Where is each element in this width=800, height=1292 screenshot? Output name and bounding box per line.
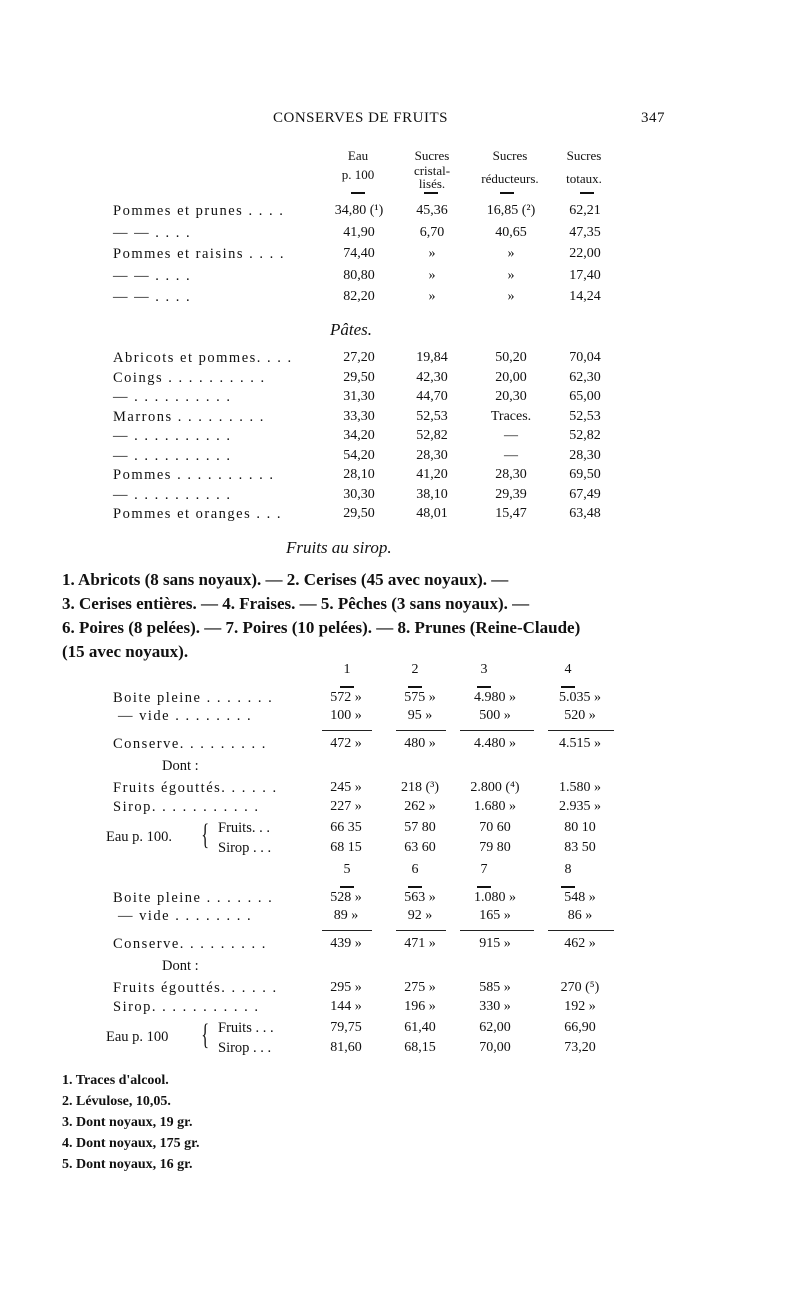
paragraph-line: (15 avec noyaux). bbox=[62, 642, 189, 661]
table-cell: 29,50 bbox=[343, 369, 375, 385]
row-label: — — . . . . bbox=[113, 267, 192, 284]
row-label: Pommes et oranges . . . bbox=[113, 506, 283, 522]
row-label: Sirop. . . . . . . . . . . bbox=[113, 799, 260, 815]
table-cell: — bbox=[504, 447, 518, 463]
table-cell: 528 » bbox=[330, 890, 362, 905]
row-label: Pommes et prunes . . . . bbox=[113, 203, 285, 219]
table-cell: 63 60 bbox=[404, 840, 436, 855]
row-label: Pommes et raisins . . . . bbox=[113, 246, 286, 262]
col-header-eau: Eau p. 100 bbox=[341, 148, 375, 182]
table-cell: 48,01 bbox=[416, 506, 448, 521]
table-cell: 100 » bbox=[330, 708, 362, 723]
table-cell: 500 » bbox=[479, 708, 511, 723]
table-cell: 38,10 bbox=[416, 486, 448, 502]
table-cell: 4.980 » bbox=[474, 690, 516, 705]
table-cell: 28,30 bbox=[495, 467, 527, 482]
row-label: Fruits égouttés. . . . . . bbox=[113, 980, 278, 996]
row-label: Fruits . . . bbox=[218, 1020, 274, 1036]
table-cell: 19,84 bbox=[416, 350, 448, 365]
paragraph-line: 3. Cerises entières. — 4. Fraises. — 5. Pêches (3 sans noyaux). — bbox=[62, 594, 530, 613]
table-cell: 31,30 bbox=[343, 389, 375, 404]
running-header: CONSERVES DE FRUITS bbox=[273, 110, 448, 126]
row-label: — . . . . . . . . . . bbox=[113, 389, 232, 405]
section-title-fruits-au-sirop: Fruits au sirop. bbox=[286, 538, 392, 557]
table-cell: 83 50 bbox=[564, 840, 596, 855]
paragraph-line: 1. Abricots (8 sans noyaux). — 2. Cerises (45 avec noyaux). — bbox=[62, 570, 509, 589]
row-label: — — . . . . bbox=[113, 224, 192, 241]
row-label: — . . . . . . . . . . bbox=[113, 428, 232, 444]
table-cell: 67,49 bbox=[569, 486, 601, 502]
sum-rule bbox=[548, 730, 614, 731]
header-dash bbox=[477, 886, 491, 888]
row-label: — vide . . . . . . . . bbox=[118, 908, 253, 924]
col-header-sucres-reducteurs: Sucres réducteurs. bbox=[481, 148, 539, 186]
table-cell: Traces. bbox=[490, 408, 532, 424]
col-header: 2 bbox=[411, 662, 419, 677]
table-cell: 15,47 bbox=[495, 506, 527, 521]
table-cell: 270 (⁵) bbox=[560, 980, 600, 995]
table-cell: 66 35 bbox=[330, 820, 362, 835]
table-cell: 82,20 bbox=[343, 289, 375, 304]
table-cell: 471 » bbox=[404, 936, 436, 951]
table-cell: — bbox=[504, 428, 518, 443]
table-cell: 275 » bbox=[404, 980, 436, 995]
col-header: 5 bbox=[343, 862, 351, 877]
row-label: Abricots et pommes. . . . bbox=[113, 350, 293, 366]
table-cell: 2.935 » bbox=[559, 799, 601, 814]
table-cell: 6,70 bbox=[419, 224, 445, 240]
table-cell: 41,90 bbox=[343, 224, 375, 240]
row-label: — . . . . . . . . . . bbox=[113, 486, 232, 503]
table-cell: » bbox=[428, 289, 436, 304]
row-label: Conserve. . . . . . . . . bbox=[113, 936, 267, 952]
col-header: 4 bbox=[564, 662, 572, 677]
table-cell: » bbox=[428, 267, 436, 283]
table-cell: 54,20 bbox=[343, 447, 375, 463]
table-cell: 572 » bbox=[330, 690, 362, 705]
table-cell: 165 » bbox=[479, 908, 511, 923]
table-cell: 16,85 (²) bbox=[486, 203, 536, 218]
table-cell: 62,21 bbox=[569, 203, 601, 218]
table-cell: 80 10 bbox=[564, 820, 596, 835]
table-cell: 1.580 » bbox=[559, 780, 601, 795]
table-cell: 62,00 bbox=[479, 1020, 511, 1035]
header-dash bbox=[340, 886, 354, 888]
table-cell: 227 » bbox=[330, 799, 362, 814]
footnote: 1. Traces d'alcool. bbox=[62, 1073, 169, 1088]
table-cell: 33,30 bbox=[343, 408, 375, 424]
table-cell: 69,50 bbox=[569, 467, 601, 482]
table-cell: 27,20 bbox=[343, 350, 375, 365]
table-cell: 585 » bbox=[479, 980, 511, 995]
table-cell: 70,00 bbox=[479, 1040, 511, 1055]
table-cell: 20,00 bbox=[495, 369, 527, 385]
table-cell: 95 » bbox=[407, 708, 433, 723]
table-cell: 29,39 bbox=[495, 486, 527, 502]
row-label: Boite pleine . . . . . . . bbox=[113, 690, 274, 706]
table-cell: 61,40 bbox=[404, 1020, 436, 1035]
table-cell: » bbox=[507, 289, 515, 304]
table-cell: 245 » bbox=[330, 780, 362, 795]
table-cell: 2.800 (⁴) bbox=[470, 780, 520, 795]
table-cell: 52,53 bbox=[416, 408, 448, 424]
header-dash bbox=[408, 686, 422, 688]
table-cell: 1.080 » bbox=[474, 890, 516, 905]
table-cell: 70,04 bbox=[569, 350, 601, 365]
table-cell: » bbox=[507, 267, 515, 283]
table-cell: 70 60 bbox=[479, 820, 511, 835]
table-cell: 57 80 bbox=[404, 820, 436, 835]
table-cell: 4.480 » bbox=[474, 736, 516, 751]
table-cell: 66,90 bbox=[564, 1020, 596, 1035]
table-cell: 144 » bbox=[330, 999, 362, 1014]
row-label: Marrons . . . . . . . . . bbox=[113, 408, 265, 425]
table-cell: 79 80 bbox=[479, 840, 511, 855]
table-cell: 563 » bbox=[404, 890, 436, 905]
sum-rule bbox=[460, 930, 534, 931]
col-header: 3 bbox=[480, 662, 488, 677]
sum-rule bbox=[396, 730, 446, 731]
col-header-sucres-totaux: Sucres totaux. bbox=[566, 148, 602, 186]
sum-rule bbox=[548, 930, 614, 931]
table-cell: 52,53 bbox=[569, 408, 601, 424]
table-cell: 80,80 bbox=[343, 267, 375, 283]
table-cell: 74,40 bbox=[343, 246, 375, 261]
table-cell: 30,30 bbox=[343, 486, 375, 502]
fruit-list-paragraph bbox=[62, 568, 580, 664]
table-cell: » bbox=[428, 246, 436, 261]
table-cell: 50,20 bbox=[495, 350, 527, 365]
table-cell: 89 » bbox=[333, 908, 359, 923]
footnote: 2. Lévulose, 10,05. bbox=[62, 1094, 171, 1109]
sum-rule bbox=[322, 930, 372, 931]
table-cell: 86 » bbox=[567, 908, 593, 923]
table-cell: 262 » bbox=[404, 799, 436, 814]
table-cell: 81,60 bbox=[330, 1040, 362, 1055]
table-cell: 63,48 bbox=[569, 506, 601, 521]
table-cell: 34,80 (¹) bbox=[334, 203, 384, 218]
col-header-sucres-cristallises: Sucres cristal- lisés. bbox=[413, 148, 451, 191]
table-cell: 40,65 bbox=[495, 224, 527, 240]
row-label: Sirop. . . . . . . . . . . bbox=[113, 999, 260, 1015]
row-label: Dont : bbox=[162, 958, 199, 974]
eau-label: Eau p. 100 bbox=[106, 1029, 169, 1045]
header-dash bbox=[561, 886, 575, 888]
table-cell: 42,30 bbox=[416, 369, 448, 385]
footnote: 4. Dont noyaux, 175 gr. bbox=[62, 1136, 200, 1151]
col-header: 7 bbox=[480, 862, 488, 877]
footnote: 3. Dont noyaux, 19 gr. bbox=[62, 1115, 193, 1130]
table-cell: 68,15 bbox=[404, 1040, 436, 1055]
table-cell: » bbox=[507, 246, 515, 261]
col-header: 8 bbox=[564, 862, 572, 877]
row-label: Conserve. . . . . . . . . bbox=[113, 736, 267, 752]
table-cell: 28,30 bbox=[416, 447, 448, 463]
eau-label: Eau p. 100. bbox=[106, 829, 173, 845]
table-cell: 92 » bbox=[407, 908, 433, 923]
sum-rule bbox=[396, 930, 446, 931]
row-label: Sirop . . . bbox=[218, 1040, 272, 1056]
page-number: 347 bbox=[641, 110, 665, 126]
table-cell: 73,20 bbox=[564, 1040, 596, 1055]
table-cell: 79,75 bbox=[330, 1020, 362, 1035]
header-dash bbox=[477, 686, 491, 688]
footnote: 5. Dont noyaux, 16 gr. bbox=[62, 1157, 193, 1172]
table-cell: 196 » bbox=[404, 999, 436, 1014]
table-cell: 439 » bbox=[330, 936, 362, 951]
row-label: — . . . . . . . . . . bbox=[113, 447, 232, 464]
table-cell: 62,30 bbox=[569, 369, 601, 385]
table-cell: 4.515 » bbox=[559, 736, 601, 751]
paragraph-line: 6. Poires (8 pelées). — 7. Poires (10 pelées). — 8. Prunes (Reine-Claude) bbox=[62, 618, 581, 637]
table-cell: 41,20 bbox=[416, 467, 448, 482]
table-cell: 34,20 bbox=[343, 428, 375, 443]
table-cell: 218 (³) bbox=[400, 780, 440, 795]
table-cell: 68 15 bbox=[330, 840, 362, 855]
table-cell: 45,36 bbox=[416, 203, 448, 218]
table-cell: 52,82 bbox=[569, 428, 601, 443]
table-cell: 17,40 bbox=[569, 267, 601, 283]
row-label: Boite pleine . . . . . . . bbox=[113, 890, 274, 906]
row-label: Fruits égouttés. . . . . . bbox=[113, 780, 278, 796]
table-cell: 575 » bbox=[404, 690, 436, 705]
table-cell: 14,24 bbox=[569, 289, 601, 304]
table-cell: 29,50 bbox=[343, 506, 375, 521]
row-label: Coings . . . . . . . . . . bbox=[113, 369, 266, 386]
table-cell: 20,30 bbox=[495, 389, 527, 404]
sum-rule bbox=[460, 730, 534, 731]
row-label: Sirop . . . bbox=[218, 840, 272, 856]
table-cell: 44,70 bbox=[416, 389, 448, 404]
table-cell: 22,00 bbox=[569, 246, 601, 261]
table-cell: 462 » bbox=[564, 936, 596, 951]
brace-symbol: { bbox=[201, 818, 210, 851]
row-label: Pommes . . . . . . . . . . bbox=[113, 467, 275, 483]
table-cell: 330 » bbox=[479, 999, 511, 1014]
table-cell: 548 » bbox=[564, 890, 596, 905]
table-cell: 192 » bbox=[564, 999, 596, 1014]
footnotes bbox=[62, 1070, 200, 1175]
brace-symbol: { bbox=[201, 1018, 210, 1051]
table-cell: 28,30 bbox=[569, 447, 601, 463]
sum-rule bbox=[322, 730, 372, 731]
table-cell: 52,82 bbox=[416, 428, 448, 443]
row-label: — — . . . . bbox=[113, 289, 192, 305]
table-cell: 520 » bbox=[564, 708, 596, 723]
header-dash bbox=[561, 686, 575, 688]
table-cell: 28,10 bbox=[343, 467, 375, 482]
header-dash bbox=[408, 886, 422, 888]
table-cell: 915 » bbox=[479, 936, 511, 951]
section-title-pates: Pâtes. bbox=[330, 320, 373, 339]
col-header: 1 bbox=[343, 662, 351, 677]
row-label: Dont : bbox=[162, 758, 199, 774]
header-dash bbox=[340, 686, 354, 688]
table-cell: 480 » bbox=[404, 736, 436, 751]
table-cell: 295 » bbox=[330, 980, 362, 995]
col-header: 6 bbox=[411, 862, 419, 877]
table-cell: 1.680 » bbox=[474, 799, 516, 814]
table-cell: 47,35 bbox=[569, 224, 601, 240]
table-cell: 472 » bbox=[330, 736, 362, 751]
row-label: — vide . . . . . . . . bbox=[118, 708, 253, 724]
table-cell: 5.035 » bbox=[559, 690, 601, 705]
row-label: Fruits. . . bbox=[218, 820, 270, 836]
table-cell: 65,00 bbox=[569, 389, 601, 404]
